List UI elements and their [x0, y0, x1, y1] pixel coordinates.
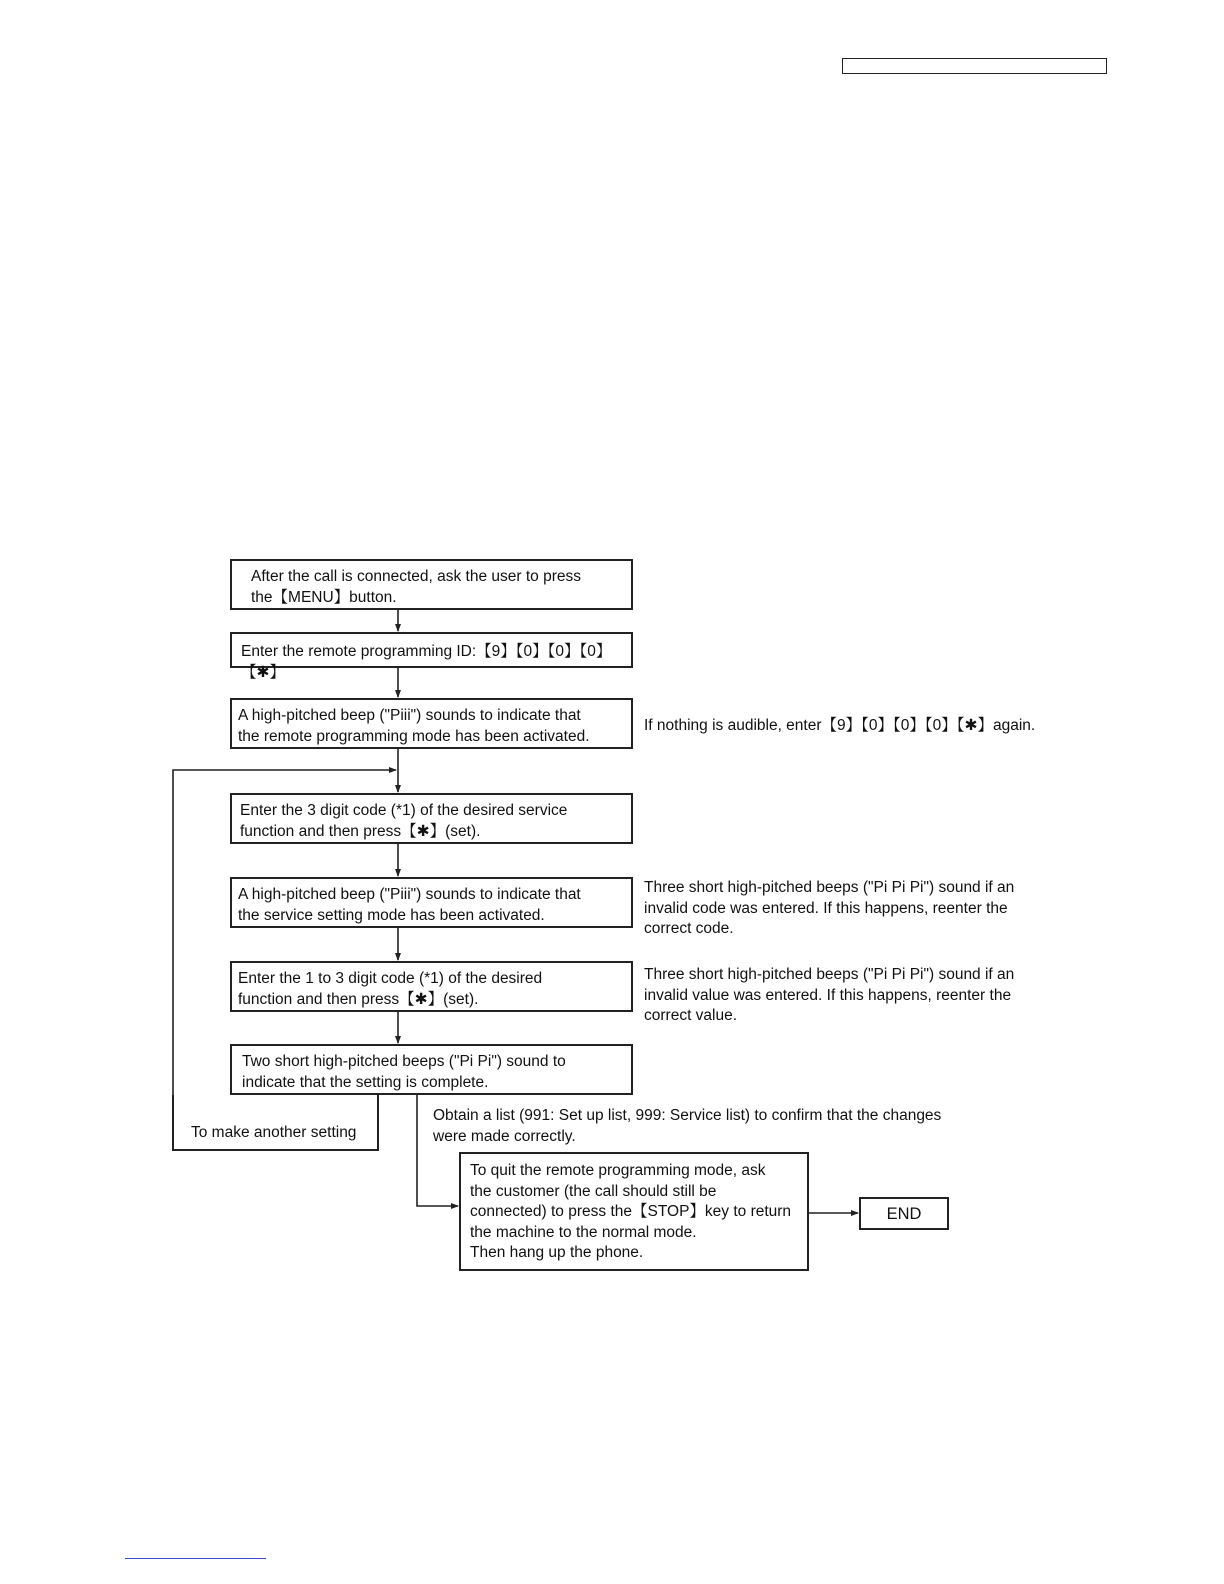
- step-quit-remote-mode: To quit the remote programming mode, ask the customer (the call should still be connected) to press the【STOP】key to return the machine to the normal mode. Then hang up the phone.: [459, 1152, 809, 1271]
- footer-link-underline[interactable]: [125, 1558, 266, 1559]
- note-invalid-code: Three short high-pitched beeps ("Pi Pi Pi") sound if an invalid code was entered. If this happens, reenter the correct code.: [644, 879, 1015, 937]
- note-invalid-value: Three short high-pitched beeps ("Pi Pi Pi") sound if an invalid value was entered. If this happens, reenter the correct value.: [644, 966, 1015, 1024]
- step-beep-service-mode: A high-pitched beep ("Piii") sounds to indicate that the service setting mode has been activated.: [230, 877, 633, 928]
- end-terminal: END: [859, 1197, 949, 1230]
- step-beep-remote-mode: A high-pitched beep ("Piii") sounds to indicate that the remote programming mode has been activated.: [230, 698, 633, 749]
- note-obtain-list: Obtain a list (991: Set up list, 999: Service list) to confirm that the changes were made correctly.: [433, 1107, 942, 1145]
- step-press-menu: After the call is connected, ask the user to press the【MENU】button.: [230, 559, 633, 610]
- note-nothing-audible: If nothing is audible, enter【9】【0】【0】【0】【✱】again.: [644, 717, 1036, 734]
- step-enter-function-code: Enter the 1 to 3 digit code (*1) of the desired function and then press【✱】(set).: [230, 961, 633, 1012]
- step-enter-service-code: Enter the 3 digit code (*1) of the desired service function and then press【✱】(set).: [230, 793, 633, 844]
- step-enter-remote-id: Enter the remote programming ID:【9】【0】【0】【0】【✱】: [230, 632, 633, 668]
- loop-another-setting-label: To make another setting: [191, 1124, 357, 1141]
- step-setting-complete: Two short high-pitched beeps ("Pi Pi") sound to indicate that the setting is complete.: [230, 1044, 633, 1095]
